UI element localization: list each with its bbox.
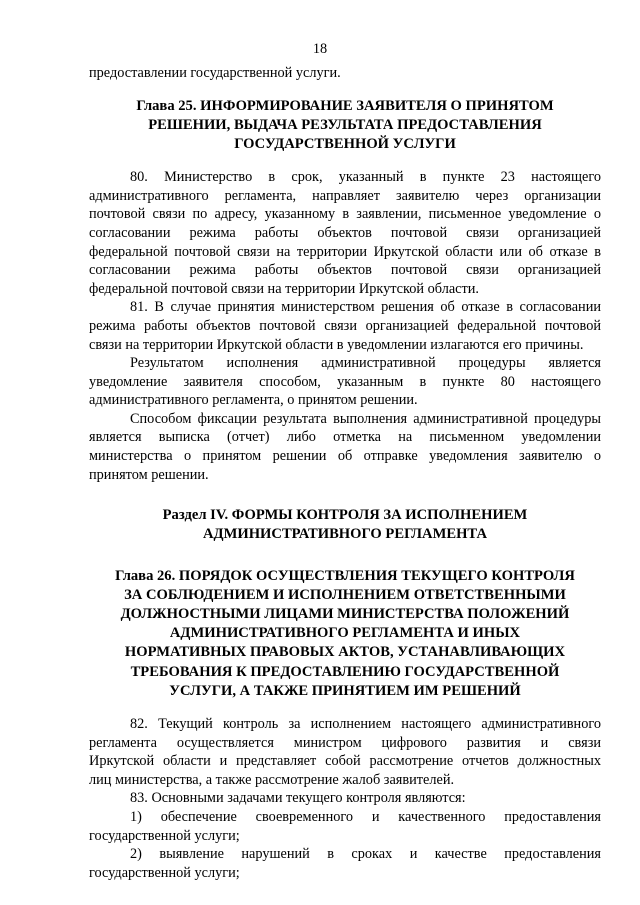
paragraph-line: Результатом исполнения административной процедуры является [130, 355, 601, 372]
list-item-1 [89, 808, 601, 845]
heading-line: Глава 25. ИНФОРМИРОВАНИЕ ЗАЯВИТЕЛЯ О ПРИНЯТОМ [136, 97, 554, 114]
heading-line: НОРМАТИВНЫХ ПРАВОВЫХ АКТОВ, УСТАНАВЛИВАЮЩИХ [124, 644, 566, 661]
paragraph-80 [89, 168, 601, 298]
paragraph-line: государственной услуги; [89, 827, 240, 844]
paragraph-line: почтовой связи по адресу, указанному в заявлении, письменное уведомление о [89, 206, 601, 223]
page-number: 18 [312, 41, 328, 57]
section-4-heading [89, 506, 601, 544]
lead-line: предоставлении государственной услуги. [89, 65, 341, 81]
paragraph-line: уведомление заявителя способом, указанным в пункте 80 настоящего [89, 373, 601, 390]
paragraph-line: федеральной почтовой связи на территории Иркутской области или об отказе в [89, 243, 601, 260]
heading-line: ЗА СОБЛЮДЕНИЕМ И ИСПОЛНЕНИЕМ ОТВЕТСТВЕННЫМИ [124, 586, 566, 603]
paragraph-line: государственной услуги; [89, 864, 240, 881]
heading-line: ДОЛЖНОСТНЫМИ ЛИЦАМИ МИНИСТЕРСТВА ПОЛОЖЕНИЙ [120, 606, 570, 622]
paragraph-83 [89, 789, 601, 808]
paragraph-line: является выписка (отчет) либо отметка на письменном уведомлении [89, 429, 601, 446]
chapter-26-heading [89, 567, 601, 701]
paragraph-line: 1) обеспечение своевременного и качественного предоставления [130, 808, 601, 825]
paragraph-82 [89, 715, 601, 789]
heading-line: ТРЕБОВАНИЯ К ПРЕДОСТАВЛЕНИЮ ГОСУДАРСТВЕННОЙ [130, 663, 560, 680]
list-item-2 [89, 845, 601, 882]
heading-line: ГОСУДАРСТВЕННОЙ УСЛУГИ [234, 135, 456, 152]
paragraph-line: 81. В случае принятия министерством решения об отказе в согласовании [130, 299, 601, 316]
paragraph-line: Способом фиксации результата выполнения административной процедуры [130, 410, 601, 427]
body-column [89, 64, 601, 882]
heading-line: Глава 26. ПОРЯДОК ОСУЩЕСТВЛЕНИЯ ТЕКУЩЕГО КОНТРОЛЯ [115, 567, 575, 584]
paragraph-line: связи на территории Иркутской области в уведомлении излагаются его причины. [89, 336, 584, 353]
paragraph-line: 82. Текущий контроль за исполнением настоящего административного [130, 715, 601, 732]
paragraph-line: министерства о принятом решении об отправке уведомления заявителю о [89, 448, 601, 465]
heading-line: УСЛУГИ, А ТАКЖЕ ПРИНЯТИЕМ ИМ РЕШЕНИЙ [169, 682, 521, 699]
paragraph-line: Иркутской области и представляет собой рассмотрение отчетов должностных [89, 753, 601, 770]
paragraph-fixation [89, 410, 601, 484]
chapter-25-heading [89, 97, 601, 155]
paragraph-line: принятом решении. [89, 466, 209, 483]
paragraph-line: федеральной почтовой связи на территории Иркутской области. [89, 280, 479, 297]
paragraph-line: согласовании режима работы объектов почтовой связи организацией [89, 224, 601, 241]
paragraph-line: административного регламента, направляет заявителю через организации [89, 187, 601, 204]
paragraph-line: режима работы объектов почтовой связи организацией федеральной почтовой [89, 317, 601, 334]
heading-line: Раздел IV. ФОРМЫ КОНТРОЛЯ ЗА ИСПОЛНЕНИЕМ [162, 507, 528, 524]
paragraph-line: 83. Основными задачами текущего контроля являются: [130, 790, 466, 807]
paragraph-line: согласовании режима работы объектов почтовой связи организацией [89, 262, 601, 279]
paragraph-result [89, 354, 601, 410]
paragraph-line: административного регламента, о принятом решении. [89, 392, 418, 409]
paragraph-81 [89, 298, 601, 354]
heading-line: АДМИНИСТРАТИВНОГО РЕГЛАМЕНТА И ИНЫХ [169, 625, 521, 642]
paragraph-line: лиц министерства, а также рассмотрение жалоб заявителей. [89, 771, 455, 788]
paragraph-line: регламента осуществляется министром цифрового развития и связи [89, 734, 601, 751]
paragraph-line: 80. Министерство в срок, указанный в пункте 23 настоящего [130, 169, 601, 186]
paragraph-line: 2) выявление нарушений в сроках и качестве предоставления [130, 846, 601, 863]
heading-line: РЕШЕНИИ, ВЫДАЧА РЕЗУЛЬТАТА ПРЕДОСТАВЛЕНИЯ [148, 116, 542, 133]
heading-line: АДМИНИСТРАТИВНОГО РЕГЛАМЕНТА [203, 526, 487, 543]
